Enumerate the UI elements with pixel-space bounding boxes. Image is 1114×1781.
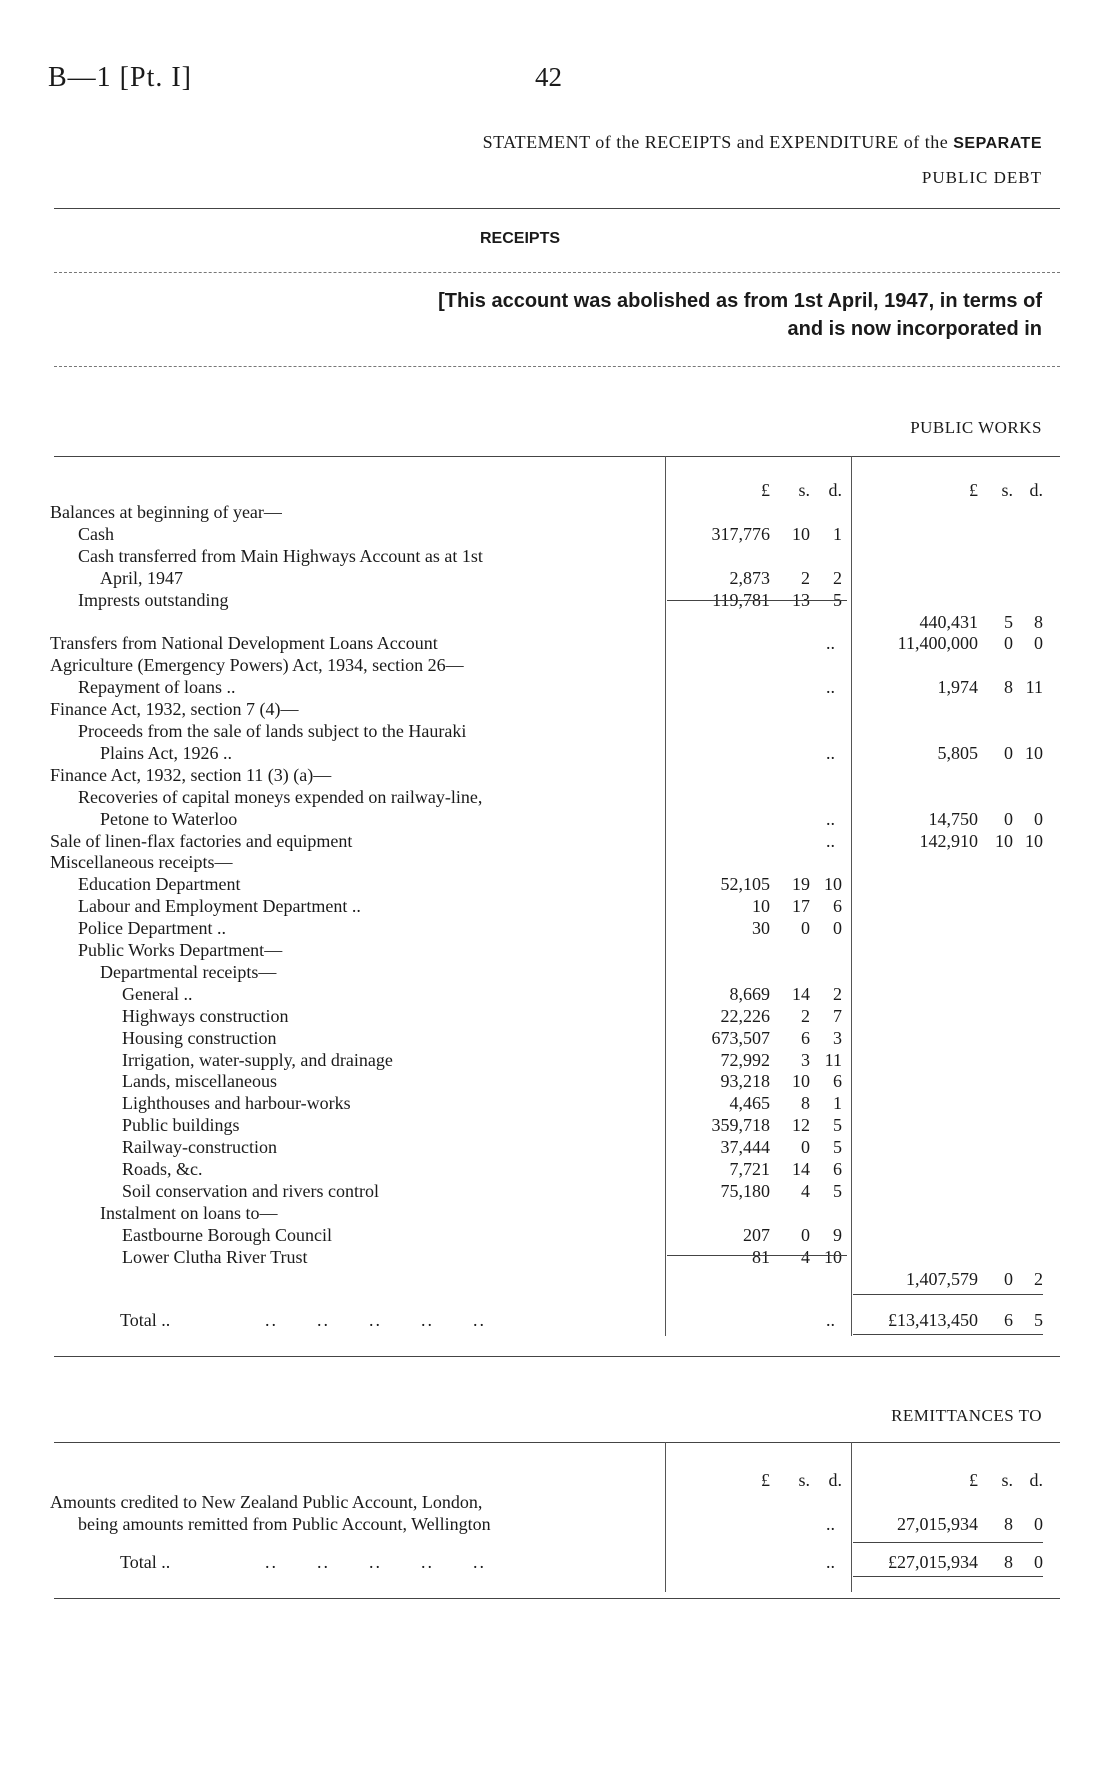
amount-pence: 0 <box>1034 633 1043 654</box>
remittance-row-line2 <box>0 1514 1114 1536</box>
amount-shillings: 0 <box>1004 1268 1013 1289</box>
row-label: General .. <box>122 983 193 1004</box>
amount-shillings: 2 <box>801 1005 810 1026</box>
amount-pence: 8 <box>1034 611 1043 632</box>
amount-pence: 1 <box>833 1093 842 1114</box>
row-label: Education Department <box>78 874 241 895</box>
amount-pence: 9 <box>833 1224 842 1245</box>
amount-pounds: 81 <box>752 1246 770 1267</box>
row-label: Cash <box>78 523 114 544</box>
remittances-heading: REMITTANCES TO <box>891 1406 1042 1425</box>
remittance-shillings: 8 <box>1004 1514 1013 1534</box>
row-label: Railway-construction <box>122 1137 277 1158</box>
amount-pence: 3 <box>833 1027 842 1048</box>
row-label: Lighthouses and harbour-works <box>122 1093 351 1114</box>
row-label: Recoveries of capital moneys expended on railway-line, <box>78 786 483 807</box>
remittance-total-pence: 0 <box>1034 1552 1043 1572</box>
amount-pence: 7 <box>833 1005 842 1026</box>
remittance-pence: 0 <box>1034 1514 1043 1534</box>
amount-pounds: 52,105 <box>720 874 770 895</box>
subtotal-rule-misc <box>667 1255 847 1256</box>
row-label: Highways construction <box>122 1005 289 1026</box>
amount-pence: 11 <box>1025 677 1043 698</box>
amount-pence: 6 <box>833 896 842 917</box>
amount-shillings: 0 <box>801 1137 810 1158</box>
amount-shillings: 10 <box>792 1071 810 1092</box>
pound-header: £ <box>761 1470 770 1490</box>
amount-pounds: 72,992 <box>720 1049 770 1070</box>
amount-pounds: 10 <box>752 896 770 917</box>
remittance-total-shillings: 8 <box>1004 1552 1013 1572</box>
leader-dots: .. .. .. .. .. <box>265 1552 486 1572</box>
total-label: Total .. <box>120 1310 171 1330</box>
shilling-header: s. <box>1001 1470 1013 1490</box>
row-label: Labour and Employment Department .. <box>78 896 361 917</box>
amount-shillings: 3 <box>801 1049 810 1070</box>
remittances-top-rule <box>54 1442 1060 1443</box>
table-row <box>0 743 1114 765</box>
table-row <box>0 1115 1114 1137</box>
amount-pounds: 93,218 <box>720 1071 770 1092</box>
amount-shillings: 0 <box>1004 808 1013 829</box>
amount-pounds: 1,407,579 <box>906 1268 978 1289</box>
row-label: Transfers from National Development Loans Account <box>50 633 438 654</box>
amount-pence: 2 <box>833 983 842 1004</box>
table-row <box>0 1225 1114 1247</box>
row-label: Agriculture (Emergency Powers) Act, 1934, section 26— <box>50 655 464 676</box>
amount-pence: 0 <box>1034 808 1043 829</box>
empty-cell-dots: .. <box>826 1514 835 1534</box>
amount-pence: 10 <box>1025 742 1043 763</box>
row-label: Roads, &c. <box>122 1159 203 1179</box>
amount-pounds: 142,910 <box>919 830 978 851</box>
row-label: Eastbourne Borough Council <box>122 1224 332 1245</box>
amount-pence: 10 <box>824 874 842 895</box>
table-row <box>0 1159 1114 1181</box>
amount-pounds: 7,721 <box>729 1159 770 1179</box>
amount-pence: 5 <box>833 1180 842 1201</box>
table-row <box>0 940 1114 962</box>
table-row <box>0 1093 1114 1115</box>
amount-pounds: 14,750 <box>928 808 978 829</box>
table-row <box>0 612 1114 634</box>
table-row <box>0 1050 1114 1072</box>
empty-cell-dots: .. <box>826 808 835 829</box>
row-label: Housing construction <box>122 1027 277 1048</box>
row-label: Instalment on loans to— <box>100 1202 278 1223</box>
amount-pounds: 119,781 <box>712 589 770 610</box>
total-rule-top <box>853 1294 1043 1295</box>
amount-shillings: 0 <box>1004 742 1013 763</box>
table-top-rule <box>54 456 1060 457</box>
amount-pounds: 11,400,000 <box>897 633 978 654</box>
amount-pence: 6 <box>833 1071 842 1092</box>
table-bottom-rule <box>54 1356 1060 1357</box>
table-row <box>0 831 1114 853</box>
amount-pounds: 440,431 <box>919 611 978 632</box>
note-rule <box>54 366 1060 367</box>
table-row <box>0 984 1114 1006</box>
empty-cell-dots: .. <box>826 1310 835 1330</box>
table-row <box>0 1137 1114 1159</box>
table-row <box>0 677 1114 699</box>
row-label: Public Works Department— <box>78 940 283 960</box>
amount-pence: 2 <box>1034 1268 1043 1289</box>
empty-cell-dots: .. <box>826 1552 835 1572</box>
row-label: Sale of linen-flax factories and equipment <box>50 830 353 851</box>
header-rule <box>54 208 1060 209</box>
table-row <box>0 546 1114 568</box>
currency-header-row <box>0 480 1114 502</box>
remittance-total-pounds: £27,015,934 <box>888 1552 978 1572</box>
heading-rule <box>54 272 1060 273</box>
amount-pounds: 75,180 <box>720 1180 770 1201</box>
amount-shillings: 10 <box>995 830 1013 851</box>
amount-pounds: 37,444 <box>720 1137 770 1158</box>
row-label: Cash transferred from Main Highways Account as at 1st <box>78 545 483 566</box>
amount-shillings: 4 <box>801 1246 810 1267</box>
table-row <box>0 809 1114 831</box>
amount-shillings: 0 <box>801 1224 810 1245</box>
section-heading: RECEIPTS <box>480 230 561 247</box>
amount-pence: 5 <box>833 589 842 610</box>
amount-pounds: 1,974 <box>937 677 978 698</box>
row-label: Police Department .. <box>78 918 226 939</box>
row-label: Imprests outstanding <box>78 589 229 610</box>
pound-header: £ <box>761 480 770 500</box>
shilling-header: s. <box>798 480 810 500</box>
amount-pence: 10 <box>824 1246 842 1267</box>
table-row <box>0 1247 1114 1269</box>
remittances-bottom-rule <box>54 1598 1060 1599</box>
remittance-total-rule-top <box>853 1542 1043 1543</box>
empty-cell-dots: .. <box>826 742 835 763</box>
row-label: Lands, miscellaneous <box>122 1071 277 1092</box>
remittances-total-row <box>0 1552 1114 1574</box>
document-reference: B—1 [Pt. I] <box>48 62 192 93</box>
row-label: Finance Act, 1932, section 7 (4)— <box>50 699 299 720</box>
amount-pounds: 30 <box>752 918 770 939</box>
amount-shillings: 12 <box>792 1115 810 1136</box>
table-row <box>0 1006 1114 1028</box>
table-row <box>0 852 1114 874</box>
amount-pence: 0 <box>833 918 842 939</box>
empty-cell-dots: .. <box>826 677 835 698</box>
total-pounds: £13,413,450 <box>888 1310 978 1330</box>
amount-pence: 1 <box>833 523 842 544</box>
total-pence: 5 <box>1034 1310 1043 1330</box>
amount-shillings: 2 <box>801 567 810 588</box>
row-label: Plains Act, 1926 .. <box>100 742 233 763</box>
amount-pounds: 317,776 <box>711 523 770 544</box>
table-row <box>0 1269 1114 1291</box>
remittance-pounds: 27,015,934 <box>897 1514 978 1534</box>
table-row <box>0 896 1114 918</box>
amount-pounds: 359,718 <box>711 1115 770 1136</box>
amount-shillings: 5 <box>1004 611 1013 632</box>
amount-shillings: 14 <box>792 983 810 1004</box>
row-label: Irrigation, water-supply, and drainage <box>122 1049 393 1070</box>
amount-shillings: 4 <box>801 1180 810 1201</box>
remittance-total-label: Total .. <box>120 1552 171 1572</box>
pence-header: d. <box>1029 1470 1043 1490</box>
amount-shillings: 0 <box>801 918 810 939</box>
pound-header: £ <box>969 1470 978 1490</box>
empty-cell-dots: .. <box>826 830 835 851</box>
abolition-note-line1: [This account was abolished as from 1st April, 1947, in terms of <box>438 290 1042 312</box>
amount-shillings: 8 <box>801 1093 810 1114</box>
amount-shillings: 13 <box>792 589 810 610</box>
amount-pence: 11 <box>824 1049 842 1070</box>
amount-pounds: 207 <box>743 1224 770 1245</box>
table-row <box>0 1028 1114 1050</box>
public-works-total-row <box>0 1310 1114 1332</box>
amount-shillings: 19 <box>792 874 810 895</box>
empty-cell-dots: .. <box>826 633 835 654</box>
row-label: Miscellaneous receipts— <box>50 852 233 873</box>
amount-pounds: 4,465 <box>729 1093 770 1114</box>
amount-pounds: 5,805 <box>937 742 978 763</box>
row-label: Petone to Waterloo <box>100 808 238 829</box>
remittance-total-rule-bottom <box>853 1576 1043 1577</box>
row-label: Proceeds from the sale of lands subject to the Hauraki <box>78 721 467 741</box>
statement-title-line2: PUBLIC DEBT <box>921 168 1042 187</box>
row-label: Public buildings <box>122 1115 240 1136</box>
statement-title-prefix: STATEMENT of the RECEIPTS and EXPENDITURE of the <box>482 132 949 152</box>
shilling-header: s. <box>798 1470 810 1490</box>
amount-shillings: 0 <box>1004 633 1013 654</box>
amount-pence: 5 <box>833 1115 842 1136</box>
row-label: Balances at beginning of year— <box>50 502 282 522</box>
row-label: Lower Clutha River Trust <box>122 1246 308 1267</box>
statement-title-bold: SEPARATE <box>953 135 1042 152</box>
amount-shillings: 6 <box>801 1027 810 1048</box>
table-row <box>0 918 1114 940</box>
leader-dots: .. .. .. .. .. <box>265 1310 486 1330</box>
remittances-currency-header <box>0 1470 1114 1492</box>
pence-header: d. <box>1029 480 1043 500</box>
page-number: 42 <box>535 62 562 92</box>
pence-header: d. <box>828 480 842 500</box>
remittance-description-1: Amounts credited to New Zealand Public Account, London, <box>50 1492 483 1512</box>
table-row <box>0 502 1114 524</box>
amount-shillings: 14 <box>792 1159 810 1179</box>
row-label: Finance Act, 1932, section 11 (3) (a)— <box>50 764 332 785</box>
amount-shillings: 8 <box>1004 677 1013 698</box>
total-shillings: 6 <box>1004 1310 1013 1330</box>
table-row <box>0 874 1114 896</box>
amount-pounds: 22,226 <box>720 1005 770 1026</box>
pence-header: d. <box>828 1470 842 1490</box>
amount-pounds: 673,507 <box>711 1027 770 1048</box>
amount-pence: 2 <box>833 567 842 588</box>
table-row <box>0 1071 1114 1093</box>
table-row <box>0 962 1114 984</box>
statement-title <box>483 132 1042 153</box>
total-rule-bottom <box>853 1334 1043 1335</box>
remittance-row-line1 <box>0 1492 1114 1514</box>
shilling-header: s. <box>1001 480 1013 500</box>
table-row <box>0 787 1114 809</box>
amount-pence: 6 <box>833 1159 842 1179</box>
pound-header: £ <box>969 480 978 500</box>
table-row <box>0 721 1114 743</box>
subtotal-rule-balances <box>667 600 847 601</box>
table-row <box>0 1203 1114 1225</box>
abolition-note-line2: and is now incorporated in <box>787 318 1042 340</box>
table-row <box>0 524 1114 546</box>
table-row <box>0 590 1114 612</box>
amount-pence: 5 <box>833 1137 842 1158</box>
amount-pence: 10 <box>1025 830 1043 851</box>
amount-pounds: 2,873 <box>729 567 770 588</box>
amount-pounds: 8,669 <box>729 983 770 1004</box>
row-label: April, 1947 <box>100 567 183 588</box>
row-label: Departmental receipts— <box>100 961 277 982</box>
table-row <box>0 1181 1114 1203</box>
table-row <box>0 568 1114 590</box>
amount-shillings: 10 <box>792 523 810 544</box>
amount-shillings: 17 <box>792 896 810 917</box>
table-row <box>0 765 1114 787</box>
row-label: Soil conservation and rivers control <box>122 1180 379 1201</box>
table-row <box>0 633 1114 655</box>
row-label: Repayment of loans .. <box>78 677 236 698</box>
table-row <box>0 655 1114 677</box>
public-works-heading: PUBLIC WORKS <box>910 418 1042 437</box>
table-row <box>0 699 1114 721</box>
remittance-description-2: being amounts remitted from Public Account, Wellington <box>78 1514 491 1534</box>
